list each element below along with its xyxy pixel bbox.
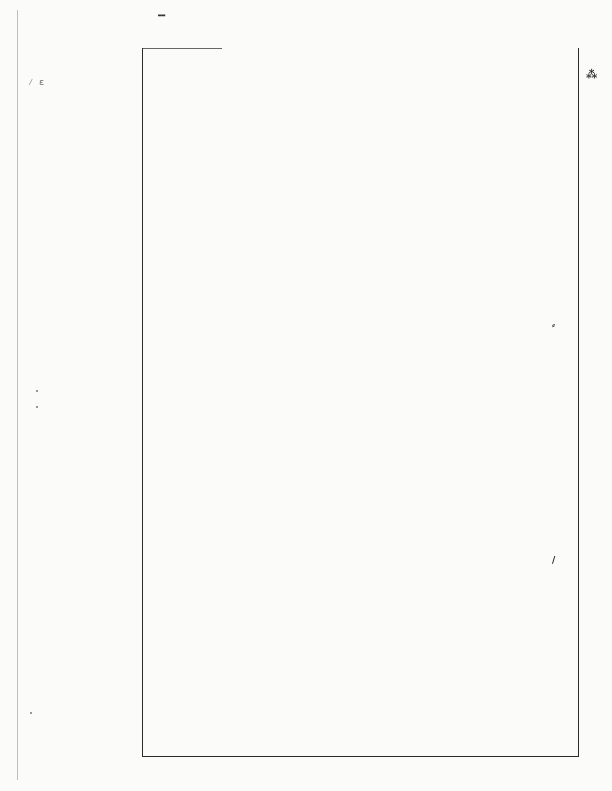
transcript-frame (142, 48, 579, 757)
margin-annotation-mark: / (552, 556, 556, 566)
left-margin-rule (17, 10, 18, 780)
header-noise-mark: ▬▬ (158, 12, 166, 19)
margin-speck (30, 712, 32, 714)
document-header (136, 12, 165, 22)
margin-annotation-mark: ⸗ (552, 321, 555, 331)
margin-annotation-mark: ⁂ (586, 68, 598, 81)
margin-scribble-mark: ⁄ ε (28, 78, 45, 88)
margin-speck (36, 390, 38, 392)
margin-speck (36, 406, 38, 408)
